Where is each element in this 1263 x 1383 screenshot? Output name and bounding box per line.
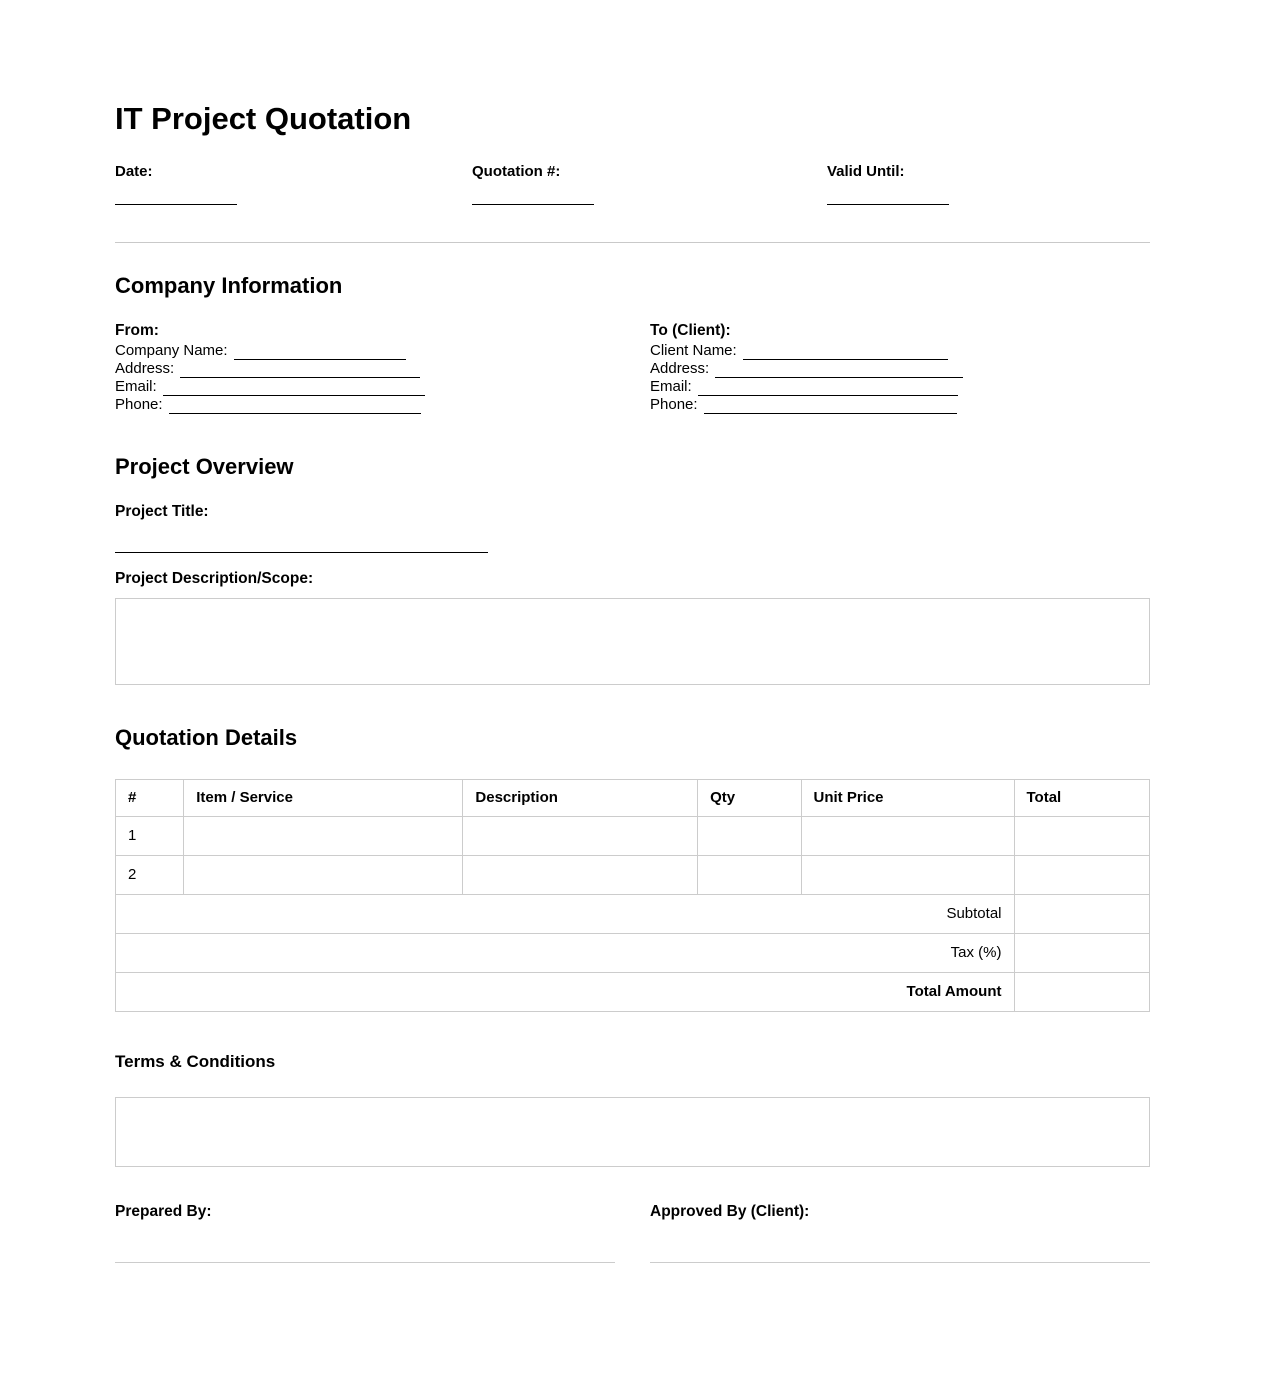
column-header-item-service: Item / Service [184,780,463,817]
project-overview-heading: Project Overview [115,454,294,480]
project-description-box [115,598,1150,685]
subtotal-value-cell [1014,895,1150,934]
quotation-table [115,779,1150,1012]
total-cell [1014,856,1150,895]
description-cell [463,817,698,856]
to-phone-blank-line [704,399,957,414]
project-title-label: Project Title: [115,502,209,520]
page-title: IT Project Quotation [115,101,412,136]
approved-by-block [650,1203,1150,1264]
date-blank-line [115,181,237,205]
column-header-number: # [116,780,184,817]
from-column [115,322,650,415]
from-phone-blank-line [169,399,421,414]
to-email-label: Email: [650,378,692,396]
to-email-blank-line [698,381,958,396]
subtotal-label-cell: Subtotal [116,895,1015,934]
table-row [116,817,1150,856]
header-meta-row [115,163,1150,205]
column-header-description: Description [463,780,698,817]
to-client-heading: To (Client): [650,321,731,339]
date-field [115,163,472,205]
from-phone-row [115,396,650,414]
terms-heading: Terms & Conditions [115,1052,276,1072]
tax-value-cell [1014,934,1150,973]
tax-row [116,934,1150,973]
column-header-total: Total [1014,780,1150,817]
quotation-number-blank-line [472,181,594,205]
valid-until-field [827,163,1150,205]
from-email-row [115,378,650,396]
from-address-blank-line [180,363,420,378]
table-header-row [116,780,1150,817]
valid-until-label: Valid Until: [827,163,905,181]
client-name-blank-line [743,345,948,360]
item-service-cell [184,856,463,895]
approved-by-label: Approved By (Client): [650,1202,810,1220]
prepared-by-block [115,1203,650,1264]
table-row [116,856,1150,895]
quotation-number-field [472,163,827,205]
total-amount-label-cell: Total Amount [116,973,1015,1012]
prepared-by-signature-line [115,1221,615,1263]
client-name-label: Client Name: [650,342,737,360]
valid-until-blank-line [827,181,949,205]
from-heading: From: [115,321,159,339]
from-phone-label: Phone: [115,396,163,414]
total-amount-value-cell [1014,973,1150,1012]
terms-box [115,1097,1150,1167]
description-cell [463,856,698,895]
qty-cell [698,817,801,856]
company-name-row [115,342,650,360]
tax-label-cell: Tax (%) [116,934,1015,973]
to-address-label: Address: [650,360,710,378]
quotation-document [115,100,1150,1263]
to-phone-label: Phone: [650,396,698,414]
to-phone-row [650,396,1150,414]
quotation-details-heading: Quotation Details [115,724,298,750]
to-address-blank-line [715,363,963,378]
project-title-blank-line [115,527,488,553]
quotation-details-section [115,725,1150,1012]
from-email-blank-line [163,381,425,396]
unit-price-cell [801,817,1014,856]
to-email-row [650,378,1150,396]
approved-by-signature-line [650,1221,1150,1263]
terms-section [115,1052,1150,1166]
unit-price-cell [801,856,1014,895]
company-name-blank-line [234,345,406,360]
row-number-cell: 1 [116,817,184,856]
company-information-section [115,273,1150,414]
from-email-label: Email: [115,378,157,396]
total-cell [1014,817,1150,856]
subtotal-row [116,895,1150,934]
to-address-row [650,360,1150,378]
from-address-row [115,360,650,378]
date-label: Date: [115,163,153,181]
from-address-label: Address: [115,360,175,378]
qty-cell [698,856,801,895]
item-service-cell [184,817,463,856]
company-name-label: Company Name: [115,342,228,360]
company-information-heading: Company Information [115,273,343,299]
quotation-number-label: Quotation #: [472,163,561,181]
column-header-unit-price: Unit Price [801,780,1014,817]
project-description-label: Project Description/Scope: [115,570,314,588]
client-name-row [650,342,1150,360]
total-amount-row [116,973,1150,1012]
row-number-cell: 2 [116,856,184,895]
project-overview-section [115,454,1150,685]
signature-row [115,1203,1150,1264]
column-header-qty: Qty [698,780,801,817]
section-divider [115,242,1150,243]
to-client-column [650,322,1150,415]
prepared-by-label: Prepared By: [115,1202,212,1220]
